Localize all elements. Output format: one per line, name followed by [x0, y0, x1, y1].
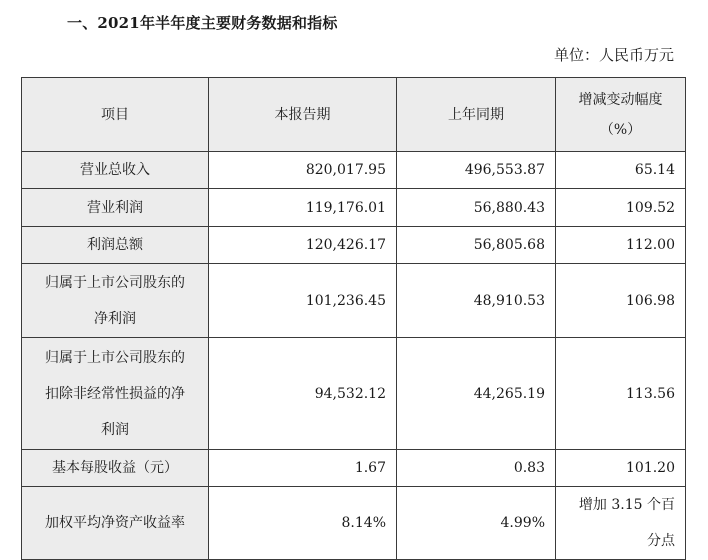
table-row [22, 227, 686, 264]
header-prior-period: 上年同期 [397, 78, 556, 152]
cell-current: 94,532.12 [209, 338, 397, 450]
table-row [22, 152, 686, 189]
cell-change: 101.20 [556, 450, 686, 487]
row-label: 营业总收入 [22, 152, 209, 189]
header-current-period: 本报告期 [209, 78, 397, 152]
section-title: 一、2021年半年度主要财务数据和指标 [67, 14, 338, 32]
header-change [556, 78, 686, 152]
cell-current: 8.14% [209, 487, 397, 560]
row-label-line: 利润 [101, 421, 129, 438]
cell-current: 820,017.95 [209, 152, 397, 189]
cell-change: 增加 3.15 个百分点 [556, 487, 686, 560]
row-label: 营业利润 [22, 189, 209, 227]
unit-note: 单位：人民币万元 [553, 46, 674, 64]
row-label [22, 338, 209, 450]
row-label-line: 归属于上市公司股东的 [45, 349, 185, 366]
cell-prior: 44,265.19 [397, 338, 556, 450]
cell-prior: 48,910.53 [397, 264, 556, 338]
row-label [22, 264, 209, 338]
table-row [22, 189, 686, 227]
row-label-line: 扣除非经常性损益的净 [45, 385, 185, 402]
table-row [22, 487, 686, 560]
cell-change: 112.00 [556, 227, 686, 264]
row-label: 基本每股收益（元） [22, 450, 209, 487]
cell-current: 119,176.01 [209, 189, 397, 227]
cell-change: 106.98 [556, 264, 686, 338]
table-row [22, 338, 686, 450]
header-change-unit: （%） [599, 121, 642, 138]
row-label-line: 净利润 [94, 310, 136, 327]
table-header-row [22, 78, 686, 152]
cell-prior: 56,805.68 [397, 227, 556, 264]
header-change-label: 增减变动幅度 [578, 91, 663, 108]
cell-change: 113.56 [556, 338, 686, 450]
cell-current: 120,426.17 [209, 227, 397, 264]
financial-table [21, 77, 686, 560]
cell-current: 1.67 [209, 450, 397, 487]
table-row [22, 264, 686, 338]
cell-prior: 496,553.87 [397, 152, 556, 189]
cell-current: 101,236.45 [209, 264, 397, 338]
cell-prior: 4.99% [397, 487, 556, 560]
cell-change: 109.52 [556, 189, 686, 227]
cell-prior: 0.83 [397, 450, 556, 487]
table-row [22, 450, 686, 487]
row-label: 利润总额 [22, 227, 209, 264]
row-label: 加权平均净资产收益率 [22, 487, 209, 560]
row-label-line: 归属于上市公司股东的 [45, 274, 185, 291]
header-item: 项目 [22, 78, 209, 152]
cell-prior: 56,880.43 [397, 189, 556, 227]
cell-change: 65.14 [556, 152, 686, 189]
